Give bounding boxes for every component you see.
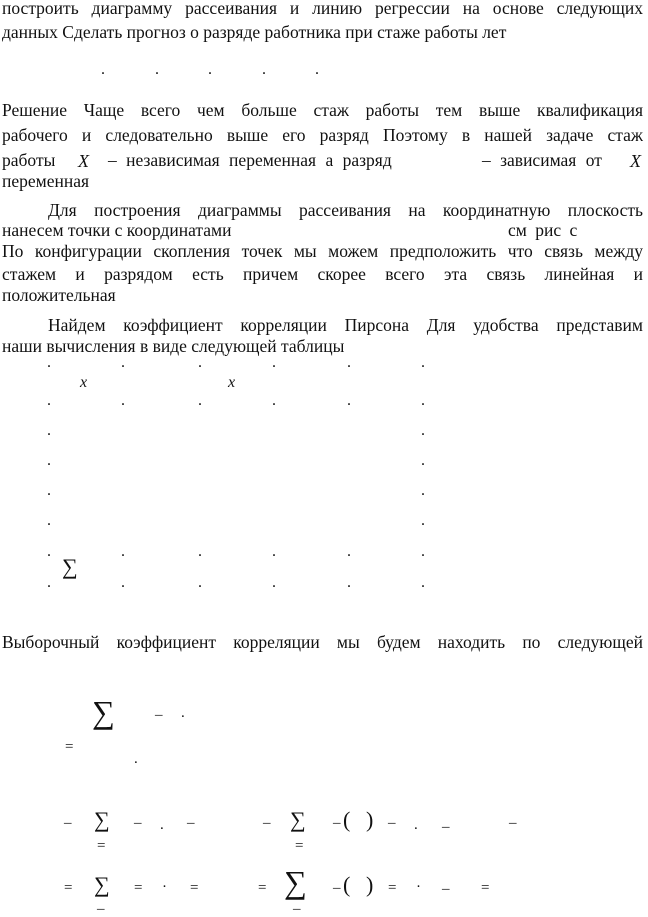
text-line-1: построить диаграмму рассеивания и линию регрессии на основе следующих	[2, 0, 643, 18]
dot: .	[134, 751, 138, 767]
equals-sign: =	[258, 880, 267, 896]
dot: .	[121, 354, 125, 371]
minus-sign: –	[64, 815, 72, 831]
dot: .	[272, 543, 276, 560]
dot: .	[155, 61, 159, 78]
minus-sign: –	[333, 880, 341, 896]
dot: .	[421, 452, 425, 469]
sum-symbol: ∑	[94, 807, 110, 832]
text-line-4: рабочего и следовательно выше его разряд Поэтому в нашей задаче стаж	[2, 125, 643, 145]
text-line-2: данных Сделать прогноз о разряде работника при стаже работы лет	[2, 22, 507, 42]
dot: .	[47, 452, 51, 469]
minus-sign: –	[442, 819, 450, 835]
variable-X: X	[630, 151, 641, 171]
sum-symbol: ∑	[62, 554, 78, 579]
text-line-3: Решение Чаще всего чем больше стаж работы тем выше квалификация	[2, 100, 643, 120]
paren-left: (	[343, 872, 351, 897]
dot: .	[47, 574, 51, 591]
dot: .	[347, 392, 351, 409]
dot: .	[421, 543, 425, 560]
text-line-9: По конфигурации скопления точек мы можем предположить что связь между	[2, 241, 643, 261]
text-line-8b: см рис с	[508, 220, 578, 240]
dot: .	[421, 512, 425, 529]
sum-symbol: ∑	[290, 807, 306, 832]
dot: .	[47, 543, 51, 560]
paren-left: (	[343, 807, 351, 832]
dot: .	[47, 392, 51, 409]
dot: .	[160, 817, 164, 833]
text-line-7: Для построения диаграммы рассеивания на координатную плоскость	[48, 200, 643, 220]
minus-sign: –	[293, 901, 301, 917]
text-line-5a: работы	[2, 150, 56, 170]
dot: .	[272, 574, 276, 591]
dot: .	[121, 543, 125, 560]
dot: .	[121, 392, 125, 409]
minus-sign: –	[187, 815, 195, 831]
text-line-13: наши вычисления в виде следующей таблицы	[2, 336, 345, 356]
paren-right: )	[366, 807, 374, 832]
dot: .	[208, 61, 212, 78]
dot: .	[47, 482, 51, 499]
minus-sign: –	[155, 707, 163, 723]
text-line-14: Выборочный коэффициент корреляции мы будем находить по следующей	[2, 632, 643, 652]
middot: ·	[416, 879, 421, 895]
dot: .	[347, 574, 351, 591]
minus-sign: –	[97, 901, 105, 917]
dot: .	[262, 61, 266, 78]
equals-sign: =	[64, 880, 73, 896]
equals-sign: =	[295, 838, 304, 854]
equals-sign: =	[388, 880, 397, 896]
text-line-11: положительная	[2, 285, 116, 305]
minus-sign: –	[134, 815, 142, 831]
variable-X: X	[78, 151, 89, 171]
paren-right: )	[366, 872, 374, 897]
dot: .	[414, 817, 418, 833]
dot: .	[347, 354, 351, 371]
minus-sign: –	[263, 815, 271, 831]
sum-symbol: ∑	[284, 864, 307, 900]
sum-symbol: ∑	[94, 872, 110, 897]
dot: .	[315, 61, 319, 78]
text-line-5b: – независимая переменная а разряд	[108, 150, 392, 170]
dot: .	[198, 392, 202, 409]
equals-sign: =	[190, 880, 199, 896]
dot: .	[198, 354, 202, 371]
dot: .	[421, 354, 425, 371]
dot: .	[198, 543, 202, 560]
text-line-5c: – зависимая от	[482, 150, 602, 170]
dot: .	[421, 422, 425, 439]
text-line-10: стажем и разрядом есть причем скорее всего эта связь линейная и	[2, 264, 643, 284]
dot: .	[421, 392, 425, 409]
equals-sign: =	[97, 838, 106, 854]
minus-sign: –	[333, 815, 341, 831]
text-line-6: переменная	[2, 171, 90, 191]
dot: .	[47, 354, 51, 371]
dot: .	[101, 61, 105, 78]
dot: .	[198, 574, 202, 591]
minus-sign: –	[388, 815, 396, 831]
equals-sign: =	[134, 880, 143, 896]
middot: ·	[162, 879, 167, 895]
dot: .	[272, 354, 276, 371]
dot: .	[47, 422, 51, 439]
dot: .	[47, 512, 51, 529]
minus-sign: –	[509, 815, 517, 831]
equals-sign: =	[65, 739, 74, 755]
text-line-8a: нанесем точки с координатами	[2, 220, 232, 240]
dot: .	[347, 543, 351, 560]
table-header-x: x	[228, 374, 236, 391]
sum-symbol: ∑	[92, 694, 115, 730]
dot: .	[421, 574, 425, 591]
dot: .	[121, 574, 125, 591]
dot: .	[181, 705, 185, 721]
dot: .	[421, 482, 425, 499]
minus-sign: –	[442, 881, 450, 897]
equals-sign: =	[481, 880, 490, 896]
text-line-12: Найдем коэффициент корреляции Пирсона Для удобства представим	[48, 315, 643, 335]
table-header-x: x	[80, 374, 88, 391]
dot: .	[272, 392, 276, 409]
